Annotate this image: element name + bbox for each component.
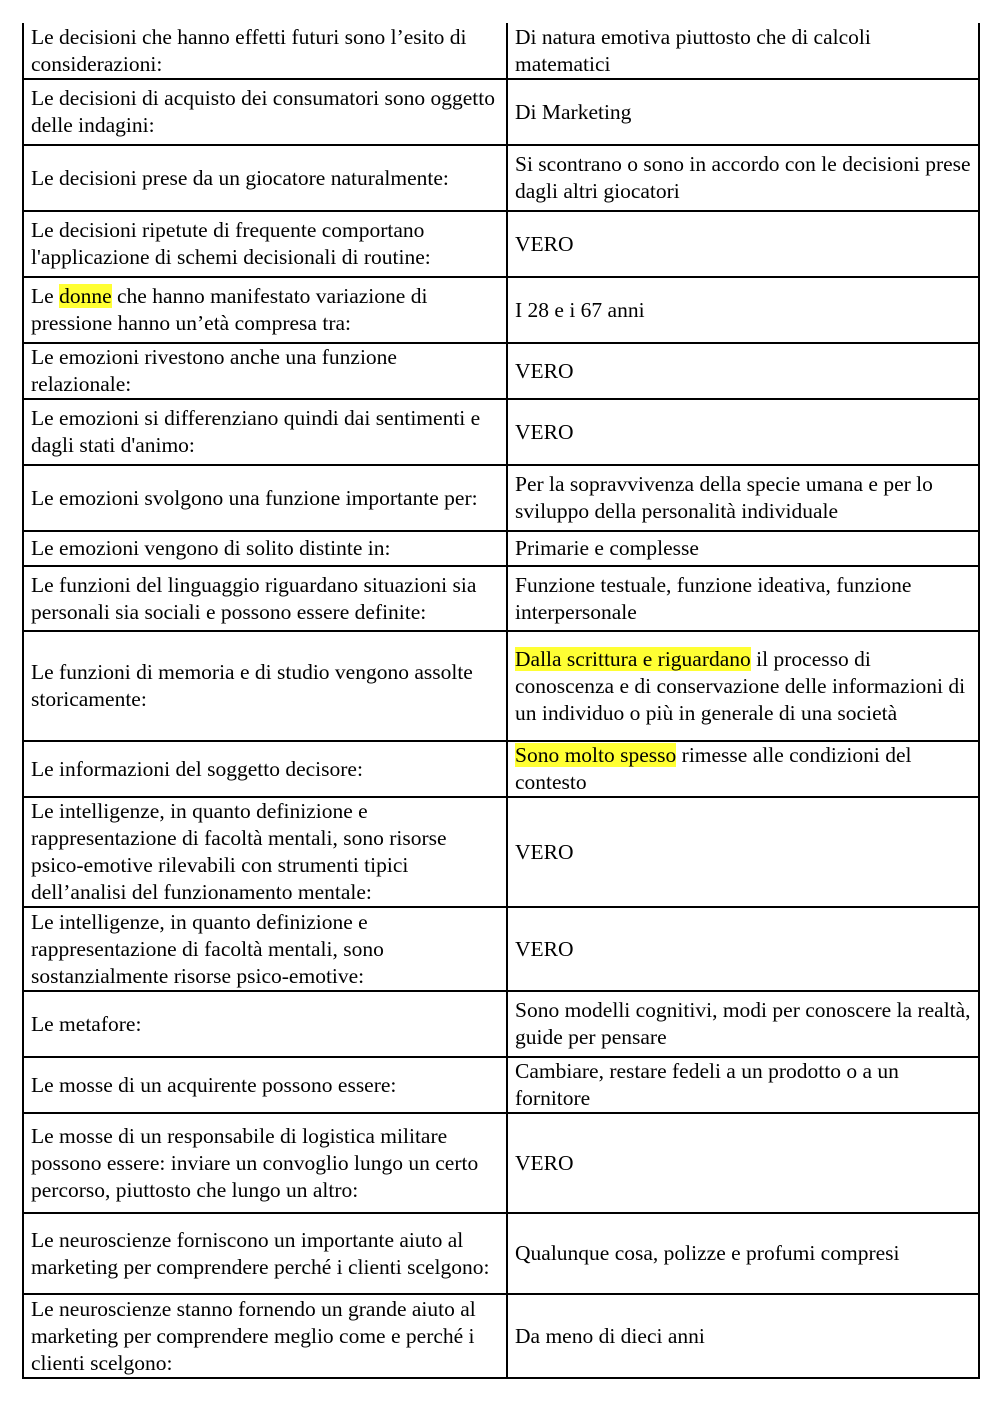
table-row [23,797,979,907]
answer-cell: Per la sopravvivenza della specie umana e per lo sviluppo della personalità individuale [507,465,979,531]
question-cell: Le metafore: [23,991,507,1057]
question-cell: Le informazioni del soggetto decisore: [23,741,507,797]
table-row [23,631,979,741]
table-row [23,991,979,1057]
question-cell: Le neuroscienze forniscono un importante aiuto al marketing per comprendere perché i clienti scelgono: [23,1213,507,1294]
question-cell: Le mosse di un responsabile di logistica militare possono essere: inviare un convoglio lungo un certo percorso, piuttosto che lungo un altro: [23,1113,507,1213]
answer-cell: Da meno di dieci anni [507,1294,979,1378]
answer-cell: Si scontrano o sono in accordo con le decisioni prese dagli altri giocatori [507,145,979,211]
table-row [23,465,979,531]
table-row [23,399,979,465]
table-row [23,145,979,211]
answer-cell: Funzione testuale, funzione ideativa, funzione interpersonale [507,566,979,631]
answer-cell: VERO [507,1113,979,1213]
question-cell: Le funzioni di memoria e di studio vengono assolte storicamente: [23,631,507,741]
highlighted-text: Dalla scrittura e riguardano [515,646,751,671]
question-cell: Le decisioni che hanno effetti futuri sono l’esito di considerazioni: [23,23,507,79]
question-cell: Le intelligenze, in quanto definizione e rappresentazione di facoltà mentali, sono risorse psico-emotive rilevabili con strumenti tipici dell’analisi del funzionamento mentale: [23,797,507,907]
answer-cell: Di natura emotiva piuttosto che di calcoli matematici [507,23,979,79]
table-row [23,531,979,566]
answer-cell: VERO [507,797,979,907]
table-row [23,343,979,399]
table-row [23,1113,979,1213]
question-cell: Le emozioni vengono di solito distinte in: [23,531,507,566]
answer-cell: Di Marketing [507,79,979,145]
answer-cell: Cambiare, restare fedeli a un prodotto o a un fornitore [507,1057,979,1113]
question-cell [23,277,507,343]
table-row [23,23,979,79]
question-cell: Le decisioni ripetute di frequente comportano l'applicazione di schemi decisionali di routine: [23,211,507,277]
question-cell: Le decisioni prese da un giocatore naturalmente: [23,145,507,211]
answer-text: rimesse alle condizioni del contesto [515,743,912,794]
answer-cell: VERO [507,907,979,991]
table-row [23,566,979,631]
table-row [23,1213,979,1294]
answer-text: il processo di conoscenza e di conservazione delle informazioni di un individuo o più in generale di una società [515,646,966,725]
table-row [23,79,979,145]
question-cell: Le emozioni si differenziano quindi dai sentimenti e dagli stati d'animo: [23,399,507,465]
question-cell: Le intelligenze, in quanto definizione e rappresentazione di facoltà mentali, sono sostanzialmente risorse psico-emotive: [23,907,507,991]
table-row [23,211,979,277]
answer-cell: Qualunque cosa, polizze e profumi compresi [507,1213,979,1294]
highlighted-text: donne [59,284,112,308]
question-cell: Le emozioni rivestono anche una funzione relazionale: [23,343,507,399]
answer-cell: VERO [507,399,979,465]
question-cell: Le mosse di un acquirente possono essere: [23,1057,507,1113]
answer-cell: VERO [507,211,979,277]
table-row [23,741,979,797]
answer-cell: Sono modelli cognitivi, modi per conoscere la realtà, guide per pensare [507,991,979,1057]
highlighted-text: Sono molto spesso [515,743,677,767]
question-text: che hanno manifestato variazione di pressione hanno un’età compresa tra: [31,284,428,335]
table-row [23,277,979,343]
answer-cell [507,741,979,797]
qa-table [22,23,980,1379]
answer-cell [507,631,979,741]
question-text: Le [31,284,60,308]
question-cell: Le funzioni del linguaggio riguardano situazioni sia personali sia sociali e possono essere definite: [23,566,507,631]
answer-cell: Primarie e complesse [507,531,979,566]
table-row [23,1294,979,1378]
question-cell: Le decisioni di acquisto dei consumatori sono oggetto delle indagini: [23,79,507,145]
question-cell: Le emozioni svolgono una funzione importante per: [23,465,507,531]
question-cell: Le neuroscienze stanno fornendo un grande aiuto al marketing per comprendere meglio come e perché i clienti scelgono: [23,1294,507,1378]
table-row [23,1057,979,1113]
answer-cell: VERO [507,343,979,399]
table-row [23,907,979,991]
answer-cell: I 28 e i 67 anni [507,277,979,343]
